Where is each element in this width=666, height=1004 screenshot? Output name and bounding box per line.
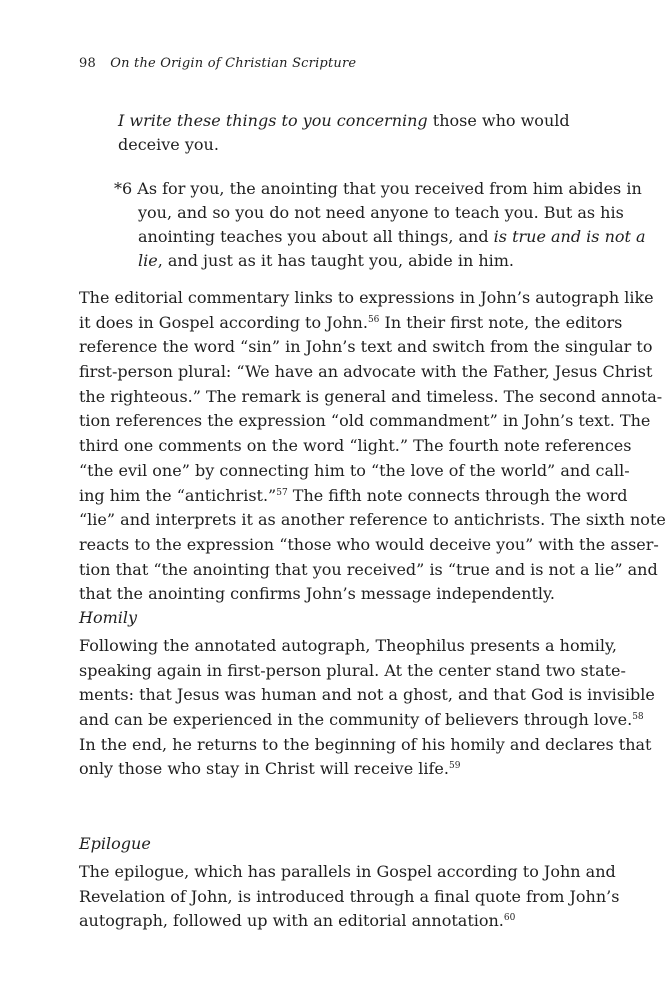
page-number: 98 [79,56,96,71]
note-line-2: you, and so you do not need anyone to teach you. But as his [138,203,624,222]
paragraph-line: The epilogue, which has parallels in Gospel according to John and [79,862,616,881]
quote-rest: those who would [427,111,570,130]
note-line-1: *6 As for you, the anointing that you received from him abides in [114,179,642,198]
paragraph-line: reference the word “sin” in John’s text and switch from the singular to [79,337,653,357]
epilogue-paragraph [79,860,620,934]
paragraph-line: “lie” and interprets it as another reference to antichrists. The sixth note [79,510,666,530]
annotation-note-6 [114,177,646,273]
quote-line-1 [118,109,570,133]
paragraph-line: ing him the “antichrist.”$^{57}$ The fifth note connects through the word [79,485,628,505]
paragraph-line: reacts to the expression “those who would deceive you” with the asser- [79,534,659,554]
note-marker: *6 [114,179,133,198]
running-title: On the Origin of Christian Scripture [110,56,357,71]
paragraph-line: In the end, he returns to the beginning of his homily and declares that [79,734,652,754]
paragraph-line: autograph, followed up with an editorial annotation.$^{60}$ [79,911,516,931]
paragraph-line: first-person plural: “We have an advocate with the Father, Jesus Christ [79,362,653,382]
paragraph-line: the righteous.” The remark is general and timeless. The second annota- [79,386,663,406]
paragraph-line: Following the annotated autograph, Theophilus presents a homily, [79,636,617,655]
note-line-3: anointing teaches you about all things, and is true and is not a [138,227,646,246]
homily-paragraph [79,634,655,782]
footnote-ref: 58 [632,712,644,723]
quote-italic: I write these things to you concerning [118,111,428,130]
paragraph-line: and can be experienced in the community of believers through love.$^{58}$ [79,710,644,730]
footnote-ref: 56 [367,314,380,325]
paragraph-line: tion references the expression “old commandment” in John’s text. The [79,411,651,431]
paragraph-line: speaking again in first-person plural. At the center stand two state- [79,660,626,680]
quote-line-2: deceive you. [118,135,219,154]
footnote-ref: 59 [448,761,461,772]
paragraph-line: “the evil one” by connecting him to “the love of the world” and call- [79,460,630,480]
paragraph-line: it does in Gospel according to John.$^{56}$ In their first note, the editors [79,312,623,332]
paragraph-line: ments: that Jesus was human and not a ghost, and that God is invisible [79,685,655,705]
paragraph-line: third one comments on the word “light.” The fourth note references [79,436,632,456]
note-line-4: lie, and just as it has taught you, abide in him. [138,251,515,270]
paragraph-line: only those who stay in Christ will receive life.$^{59}$ [79,759,461,779]
paragraph-line: The editorial commentary links to expressions in John’s autograph like [79,288,654,307]
commentary-paragraph [79,286,666,607]
footnote-ref: 60 [503,913,516,924]
paragraph-line: that the anointing confirms John’s message independently. [79,584,555,604]
section-heading-epilogue: Epilogue [79,834,151,853]
footnote-ref: 57 [276,487,288,498]
section-heading-homily: Homily [79,608,138,627]
running-header [79,56,356,71]
paragraph-line: Revelation of John, is introduced through a final quote from John’s [79,886,620,906]
paragraph-line: tion that “the anointing that you received” is “true and is not a lie” and [79,559,658,579]
